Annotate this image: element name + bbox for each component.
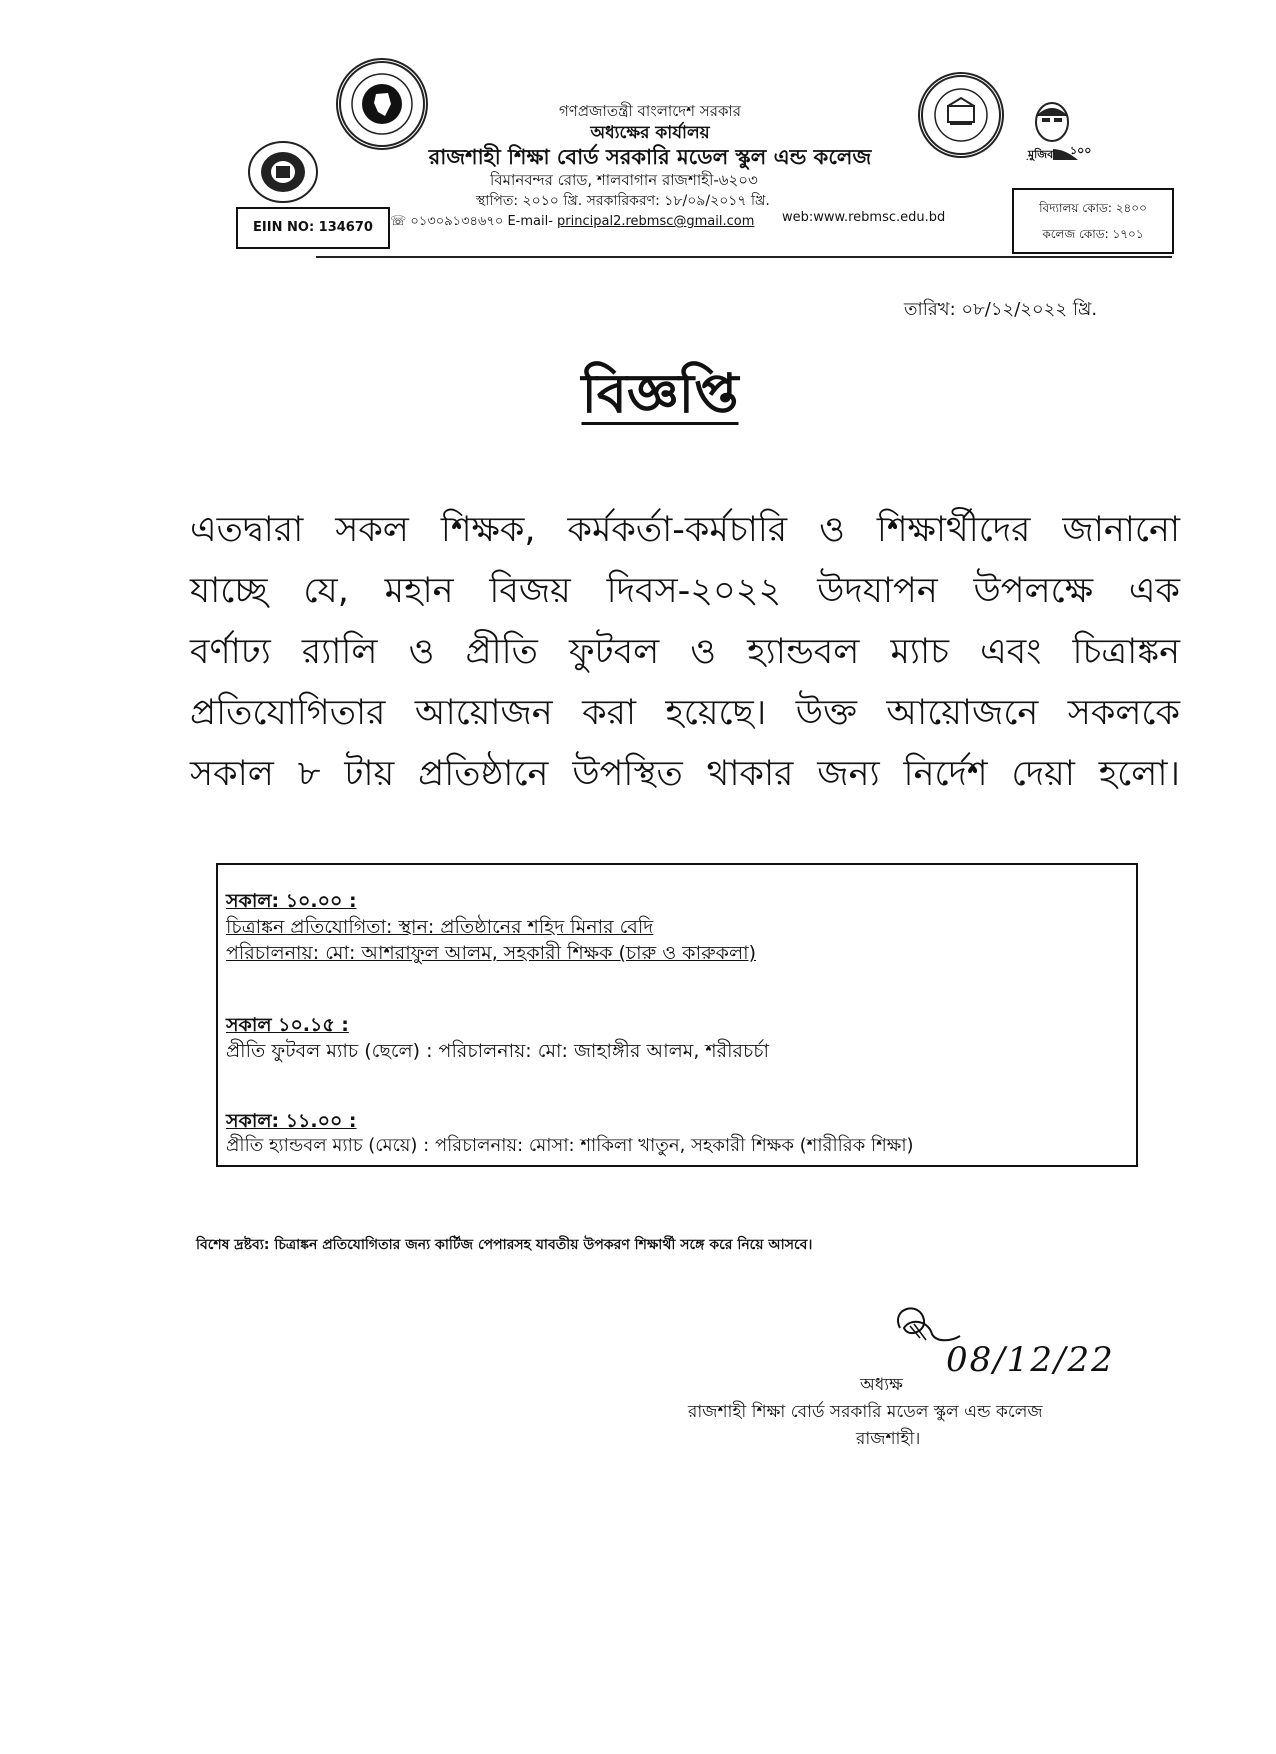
mujib-label: মুজিব [1028, 146, 1053, 165]
schedule-2-time: সকাল ১০.১৫ : [226, 1014, 349, 1036]
signature-date: 08/12/22 [946, 1340, 1115, 1380]
body-line: প্রতিযোগিতার আয়োজন করা হয়েছে। উক্ত আয়োজনে সকলকে [190, 693, 1180, 733]
body-line: সকাল ৮ টায় প্রতিষ্ঠানে উপস্থিত থাকার জন্য নির্দেশ দেয়া হলো। [190, 754, 1180, 794]
address: বিমানবন্দর রোড, শালবাগান রাজশাহী-৬২০৩ [490, 171, 758, 189]
eiin-number: EIIN NO: 134670 [253, 220, 373, 235]
institution-name: রাজশাহী শিক্ষা বোর্ড সরকারি মডেল স্কুল এন্ড কলেজ [428, 145, 872, 169]
schedule-box [216, 863, 1138, 1167]
notice-date: তারিখ: ০৮/১২/২০২২ খ্রি. [904, 299, 1098, 320]
school-code: বিদ্যালয় কোড: ২৪০০ [1039, 201, 1147, 215]
code-box [1012, 188, 1174, 254]
schedule-1-time: সকাল: ১০.০০ : [226, 890, 357, 912]
office-title: অধ্যক্ষের কার্যালয় [590, 123, 710, 143]
body-line: বর্ণাঢ্য র‍্যালি ও প্রীতি ফুটবল ও হ্যান্ডবল ম্যাচ এবং চিত্রাঙ্কন [190, 632, 1180, 672]
police-emblem [246, 140, 320, 204]
schedule-3-event: প্রীতি হ্যান্ডবল ম্যাচ (মেয়ে) : পরিচালনায়: মোসা: শাকিলা খাতুন, সহকারী শিক্ষক (শারীরিক শিক্ষা) [226, 1135, 914, 1156]
schedule-1-event: চিত্রাঙ্কন প্রতিযোগিতা: স্থান: প্রতিষ্ঠানের শহিদ মিনার বেদি [226, 916, 654, 938]
signature-role: অধ্যক্ষ [860, 1375, 903, 1395]
eiin-box [236, 207, 390, 249]
phone-email-label: ০১৩০৯১৩৪৬৭০ E-mail- [410, 214, 553, 229]
college-code: কলেজ কোড: ১৭০১ [1042, 227, 1144, 241]
svg-text:১০০: ১০০ [1070, 144, 1092, 157]
schedule-1-conductor: পরিচালনায়: মো: আশরাফুল আলম, সহকারী শিক্ষক (চারু ও কারুকলা) [226, 942, 757, 964]
special-note: বিশেষ দ্রষ্টব্য: চিত্রাঙ্কন প্রতিযোগিতার জন্য কার্টিজ পেপারসহ যাবতীয় উপকরণ শিক্ষার্থী সঙ্গে করে নিয়ে আসবে। [196, 1237, 813, 1253]
email-address: principal2.rebmsc@gmail.com [557, 214, 755, 229]
notice-body [190, 500, 1180, 805]
schedule-3-time: সকাল: ১১.০০ : [226, 1110, 357, 1132]
signature-city: রাজশাহী। [856, 1429, 921, 1449]
schedule-2-event: প্রীতি ফুটবল ম্যাচ (ছেলে) : পরিচালনায়: মো: জাহাঙ্গীর আলম, শরীরচর্চা [226, 1040, 770, 1062]
website: web:www.rebmsc.edu.bd [782, 210, 946, 225]
gov-name: গণপ্রজাতন্ত্রী বাংলাদেশ সরকার [558, 102, 742, 120]
established-info: স্থাপিত: ২০১০ খ্রি. সরকারিকরণ: ১৮/০৯/২০১৭ খ্রি. [476, 193, 770, 209]
mujib-portrait-logo [1016, 98, 1128, 168]
notice-title: বিজ্ঞপ্তি [581, 362, 739, 425]
phone-icon: ☏ [390, 214, 407, 229]
bangladesh-gov-emblem [336, 58, 428, 150]
body-line: এতদ্বারা সকল শিক্ষক, কর্মকর্তা-কর্মচারি ও শিক্ষার্থীদের জানানো [190, 510, 1180, 550]
header-divider [316, 256, 1172, 258]
signature-institution: রাজশাহী শিক্ষা বোর্ড সরকারি মডেল স্কুল এন্ড কলেজ [688, 1402, 1043, 1422]
body-line: যাচ্ছে যে, মহান বিজয় দিবস-২০২২ উদযাপন উপলক্ষে এক [190, 571, 1180, 611]
